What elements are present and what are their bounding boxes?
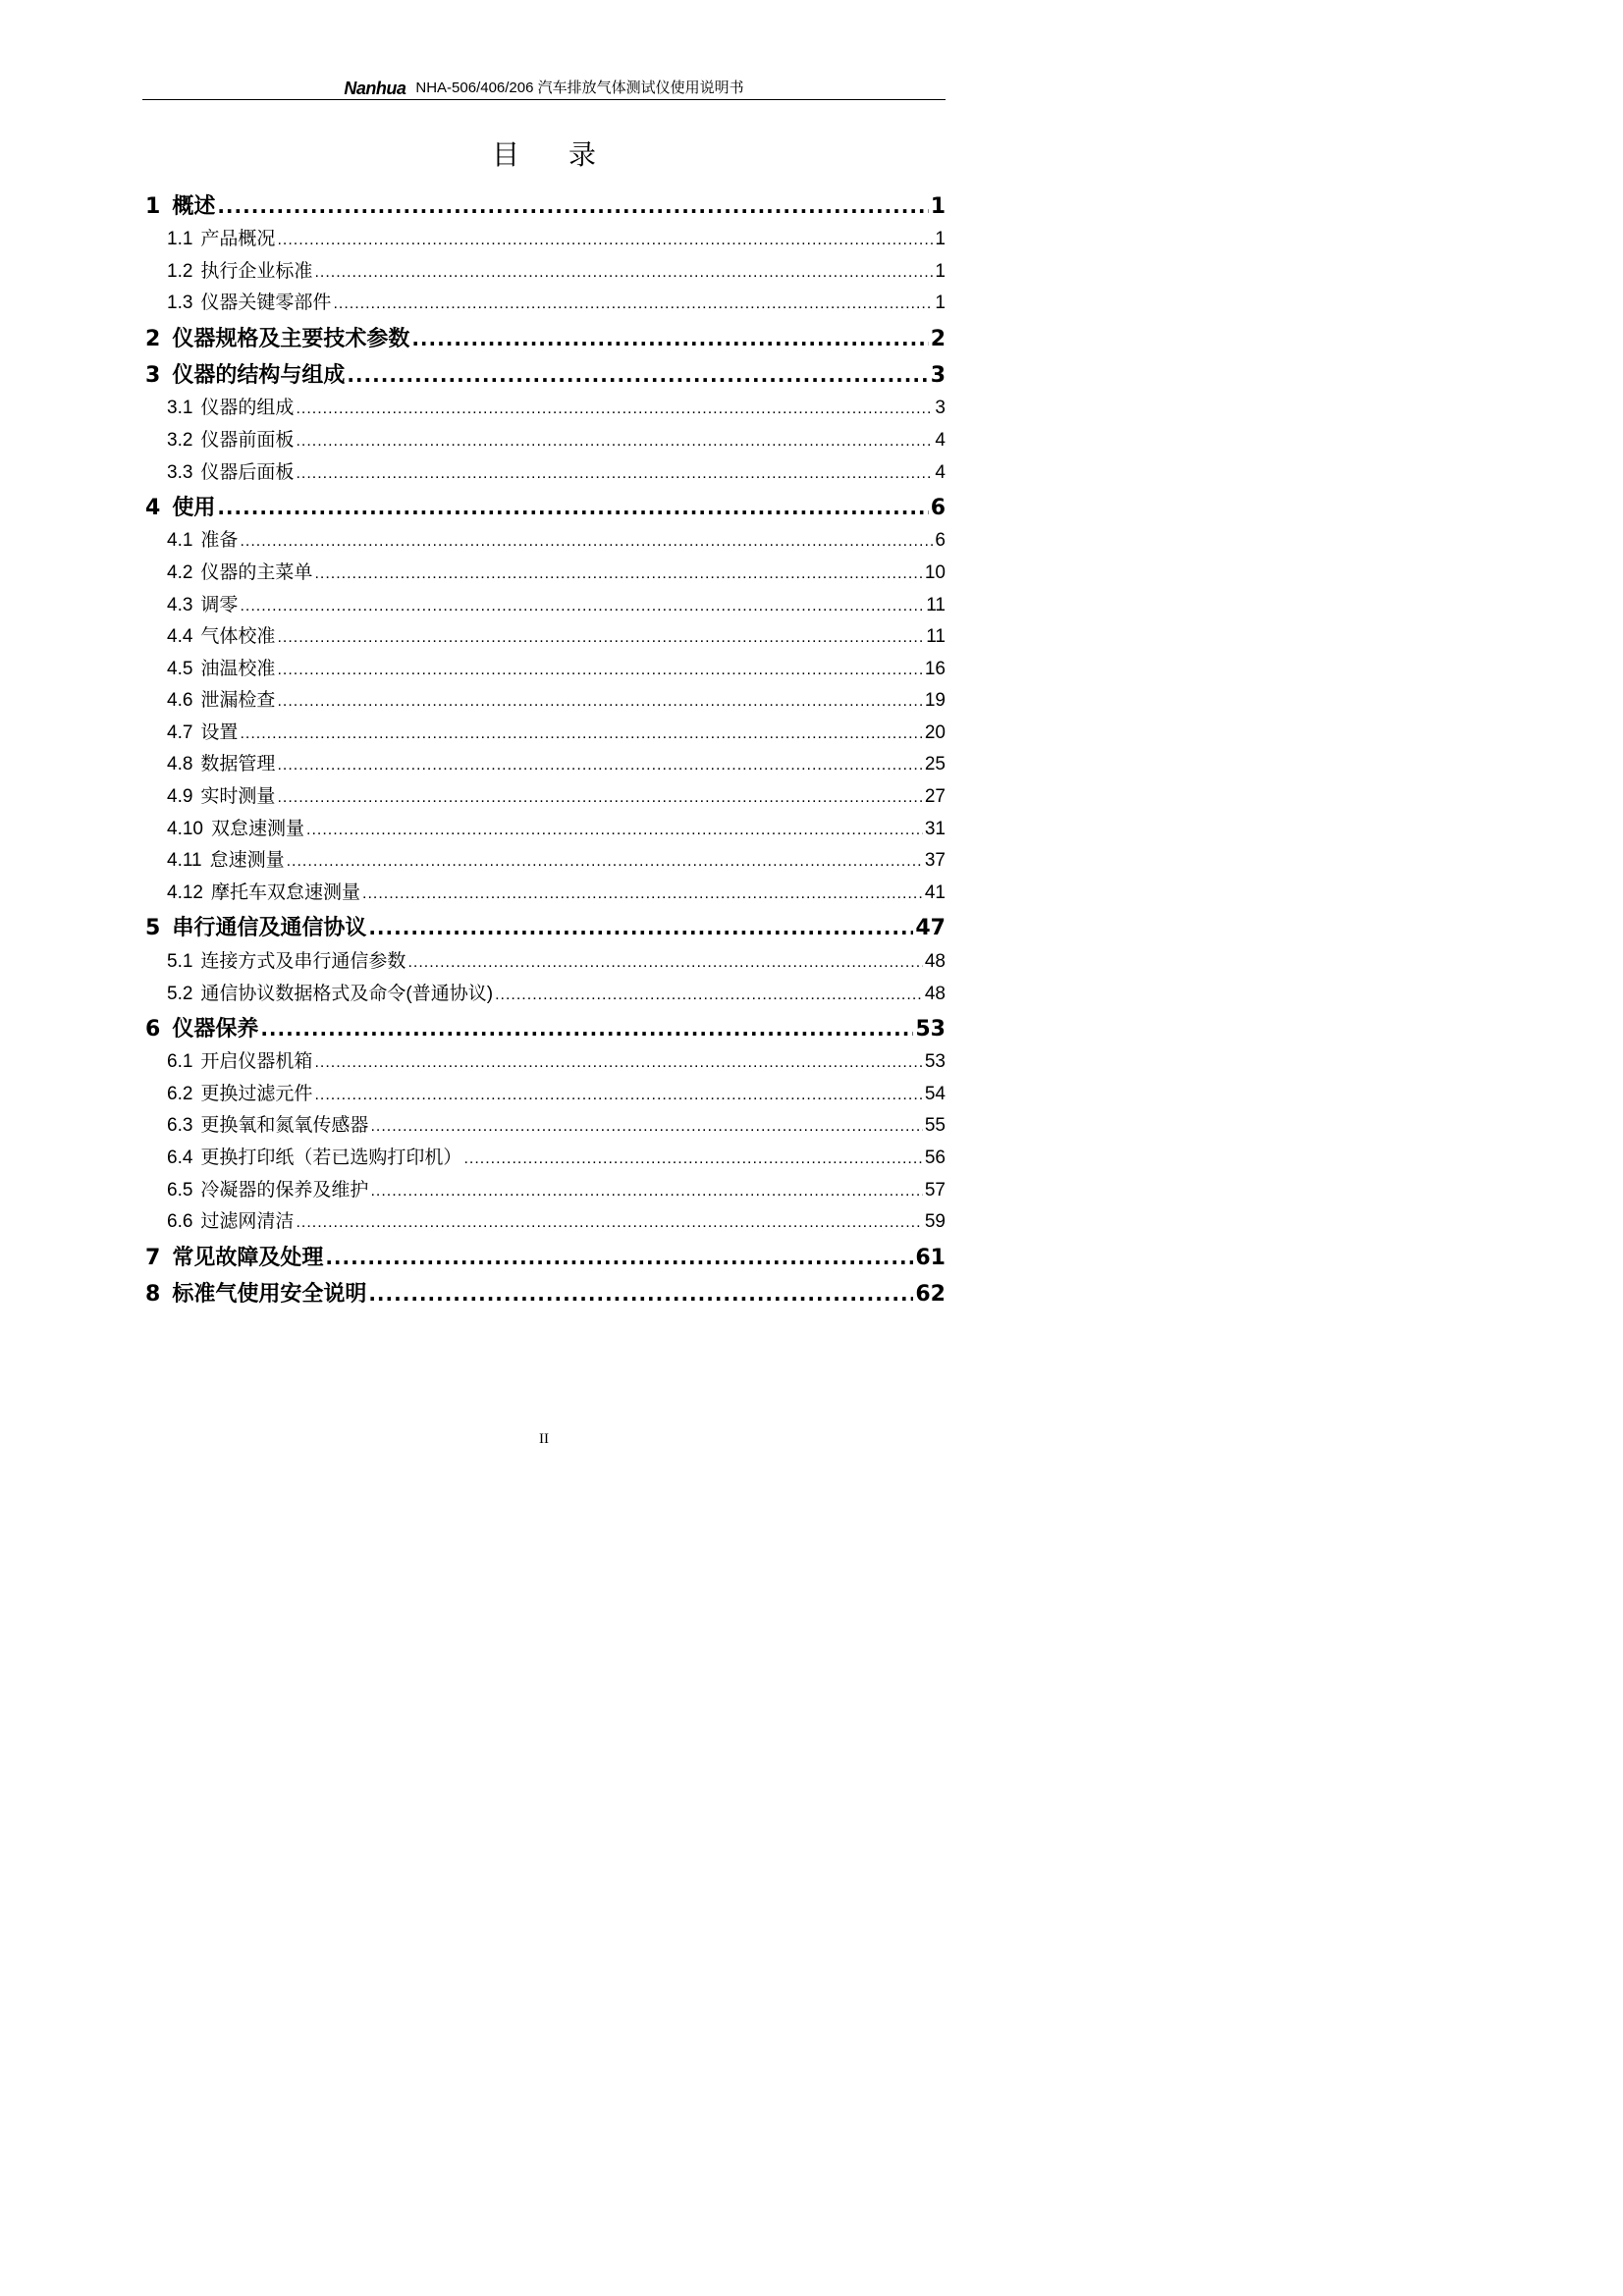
toc-chapter[interactable] [145, 189, 946, 220]
toc-chapter[interactable] [145, 358, 946, 389]
toc-title: 数据管理 [200, 753, 276, 774]
toc-number: 3.1 [167, 397, 193, 418]
toc-title: 泄漏检查 [200, 689, 276, 711]
toc-page-number: 48 [924, 950, 946, 972]
toc-title: 仪器关键零部件 [200, 292, 332, 313]
page-header [142, 79, 946, 100]
toc-leader-dots [277, 232, 933, 249]
toc-leader-dots [314, 565, 922, 583]
toc-chapter[interactable] [145, 322, 946, 352]
toc-section[interactable] [145, 845, 946, 872]
toc-section[interactable] [145, 781, 946, 808]
toc-leader-dots [217, 194, 928, 218]
toc-title: 常见故障及处理 [172, 1246, 324, 1271]
toc-number: 4.10 [167, 818, 203, 839]
toc-page-number: 11 [926, 625, 946, 647]
toc-number: 6 [145, 1017, 161, 1042]
toc-leader-dots [407, 954, 922, 972]
toc-title: 仪器的主菜单 [200, 561, 313, 583]
toc-number: 1.2 [167, 260, 193, 282]
toc-title: 更换过滤元件 [200, 1083, 313, 1104]
toc-title: 冷凝器的保养及维护 [200, 1179, 369, 1201]
toc-page-number: 55 [924, 1114, 946, 1136]
toc-title: 串行通信及通信协议 [172, 916, 367, 941]
toc-section[interactable] [145, 979, 946, 1005]
toc-leader-dots [370, 1183, 922, 1201]
toc-number: 6.4 [167, 1147, 193, 1168]
toc-leader-dots [314, 264, 933, 282]
toc-leader-dots [296, 400, 933, 418]
toc-page-number: 31 [924, 818, 946, 839]
toc-number: 2 [145, 327, 161, 352]
toc-title: 使用 [172, 496, 216, 521]
toc-page-number: 59 [924, 1210, 946, 1232]
toc-section[interactable] [145, 590, 946, 616]
toc-number: 6.6 [167, 1210, 193, 1232]
toc-number: 1 [145, 194, 161, 220]
toc-page-number: 10 [924, 561, 946, 583]
toc-number: 4.9 [167, 785, 193, 807]
toc-leader-dots [306, 822, 923, 839]
toc-page-number: 6 [935, 529, 946, 551]
toc-number: 4.11 [167, 849, 202, 871]
toc-chapter[interactable] [145, 491, 946, 521]
toc-leader-dots [296, 433, 933, 451]
toc-section[interactable] [145, 878, 946, 904]
toc-page-number: 3 [935, 397, 946, 418]
toc-title: 双怠速测量 [210, 818, 304, 839]
toc-leader-dots [287, 853, 923, 871]
toc-leader-dots [495, 987, 923, 1004]
toc-section[interactable] [145, 558, 946, 584]
toc-page-number: 56 [924, 1147, 946, 1168]
toc-title: 标准气使用安全说明 [172, 1282, 367, 1308]
toc-page-number: 37 [924, 849, 946, 871]
toc-title: 怠速测量 [209, 849, 285, 871]
toc-section[interactable] [145, 224, 946, 250]
toc-number: 3.3 [167, 461, 193, 483]
toc-chapter[interactable] [145, 1277, 946, 1308]
toc-section[interactable] [145, 1079, 946, 1105]
toc-number: 6.2 [167, 1083, 193, 1104]
toc-section[interactable] [145, 525, 946, 552]
toc-leader-dots [240, 598, 924, 615]
toc-leader-dots [260, 1017, 913, 1041]
toc-number: 6.1 [167, 1050, 193, 1072]
toc-leader-dots [368, 916, 913, 939]
toc-page-number: 53 [915, 1017, 946, 1042]
toc-section[interactable] [145, 1046, 946, 1073]
toc-page-number: 4 [935, 429, 946, 451]
toc-leader-dots [277, 693, 922, 711]
toc-leader-dots [362, 885, 923, 903]
toc-section[interactable] [145, 457, 946, 484]
toc-page-number: 48 [924, 983, 946, 1004]
toc-section[interactable] [145, 256, 946, 283]
toc-page-number: 25 [924, 753, 946, 774]
toc-section[interactable] [145, 1175, 946, 1201]
toc-chapter[interactable] [145, 1241, 946, 1271]
toc-number: 7 [145, 1246, 161, 1271]
toc-title: 摩托车双怠速测量 [210, 881, 360, 903]
toc-page-number: 11 [926, 594, 946, 615]
toc-section[interactable] [145, 814, 946, 840]
toc-page-number: 4 [935, 461, 946, 483]
toc-number: 4.2 [167, 561, 193, 583]
toc-number: 4.3 [167, 594, 193, 615]
toc-title: 通信协议数据格式及命令(普通协议) [200, 983, 494, 1004]
toc-title: 仪器前面板 [200, 429, 295, 451]
toc-number: 4.8 [167, 753, 193, 774]
toc-leader-dots [277, 662, 922, 679]
toc-section[interactable] [145, 1143, 946, 1169]
toc-page-number: 16 [924, 658, 946, 679]
toc-page-number: 54 [924, 1083, 946, 1104]
toc-number: 1.3 [167, 292, 193, 313]
toc-leader-dots [277, 629, 924, 647]
toc-title: 仪器的组成 [200, 397, 295, 418]
toc-leader-dots [325, 1246, 913, 1269]
toc-section[interactable] [145, 1110, 946, 1137]
toc-title: 实时测量 [200, 785, 276, 807]
toc-page-number: 27 [924, 785, 946, 807]
toc-number: 6.3 [167, 1114, 193, 1136]
toc-number: 4.5 [167, 658, 193, 679]
toc-number: 5.1 [167, 950, 193, 972]
page-number: II [539, 1431, 549, 1447]
toc-chapter[interactable] [145, 911, 946, 941]
toc-page-number: 1 [935, 228, 946, 249]
toc-title: 准备 [200, 529, 239, 551]
toc-leader-dots [296, 465, 933, 483]
toc-title: 更换氧和氮氧传感器 [200, 1114, 369, 1136]
toc-title: 设置 [200, 721, 239, 743]
toc-leader-dots [333, 295, 933, 313]
toc-page-number: 20 [924, 721, 946, 743]
toc-title: 仪器保养 [172, 1017, 259, 1042]
toc-title: 连接方式及串行通信参数 [200, 950, 406, 972]
toc-title: 仪器后面板 [200, 461, 295, 483]
toc-page-number: 3 [930, 363, 946, 389]
toc-page-number: 1 [935, 292, 946, 313]
toc-number: 4.12 [167, 881, 203, 903]
toc-page-number: 61 [915, 1246, 946, 1271]
toc-number: 6.5 [167, 1179, 193, 1201]
toc-section[interactable] [145, 685, 946, 712]
toc-section[interactable] [145, 946, 946, 973]
toc-title: 执行企业标准 [200, 260, 313, 282]
toc-leader-dots [370, 1118, 922, 1136]
toc-leader-dots [463, 1150, 922, 1168]
toc-title: 仪器的结构与组成 [172, 363, 346, 389]
toc-number: 5 [145, 916, 161, 941]
toc-number: 4.1 [167, 529, 193, 551]
toc-number: 4.6 [167, 689, 193, 711]
toc-leader-dots [240, 725, 922, 743]
toc-title: 开启仪器机箱 [200, 1050, 313, 1072]
toc-leader-dots [296, 1214, 922, 1232]
toc-page-number: 41 [924, 881, 946, 903]
toc-title: 产品概况 [200, 228, 276, 249]
toc-leader-dots [217, 496, 928, 519]
toc-title: 更换打印纸（若已选购打印机） [200, 1147, 462, 1168]
toc-title: 仪器规格及主要技术参数 [172, 327, 410, 352]
toc-section[interactable] [145, 425, 946, 452]
toc-section[interactable] [145, 654, 946, 680]
toc-page-number: 1 [935, 260, 946, 282]
toc-title: 气体校准 [200, 625, 276, 647]
toc-number: 3 [145, 363, 161, 389]
toc-title: 概述 [172, 194, 216, 220]
toc-number: 8 [145, 1282, 161, 1308]
toc-section[interactable] [145, 749, 946, 775]
toc-page-number: 6 [930, 496, 946, 521]
toc-section[interactable] [145, 288, 946, 314]
toc-leader-dots [277, 789, 922, 807]
toc-page-number: 62 [915, 1282, 946, 1308]
toc-leader-dots [240, 533, 933, 551]
page-title: 目录 [491, 138, 645, 171]
toc-leader-dots [277, 757, 922, 774]
toc-number: 3.2 [167, 429, 193, 451]
nanhua-logo: Nanhua [344, 79, 406, 98]
toc-number: 4 [145, 496, 161, 521]
toc-leader-dots [411, 327, 928, 350]
toc-title: 过滤网清洁 [200, 1210, 295, 1232]
toc-leader-dots [347, 363, 928, 387]
toc-page-number: 53 [924, 1050, 946, 1072]
toc-section[interactable] [145, 718, 946, 744]
toc-number: 1.1 [167, 228, 193, 249]
toc-number: 4.4 [167, 625, 193, 647]
toc-page-number: 47 [915, 916, 946, 941]
toc-page-number: 2 [930, 327, 946, 352]
toc-number: 4.7 [167, 721, 193, 743]
toc-leader-dots [368, 1282, 913, 1306]
toc-title: 调零 [200, 594, 239, 615]
toc-section[interactable] [145, 621, 946, 648]
toc-page-number: 1 [930, 194, 946, 220]
header-title: NHA-506/406/206 汽车排放气体测试仪使用说明书 [415, 80, 744, 96]
toc-title: 油温校准 [200, 658, 276, 679]
toc-page-number: 19 [924, 689, 946, 711]
toc-section[interactable] [145, 393, 946, 419]
toc-leader-dots [314, 1054, 922, 1072]
toc-leader-dots [314, 1087, 922, 1104]
toc-chapter[interactable] [145, 1012, 946, 1042]
toc-page-number: 57 [924, 1179, 946, 1201]
toc-section[interactable] [145, 1206, 946, 1233]
toc-number: 5.2 [167, 983, 193, 1004]
